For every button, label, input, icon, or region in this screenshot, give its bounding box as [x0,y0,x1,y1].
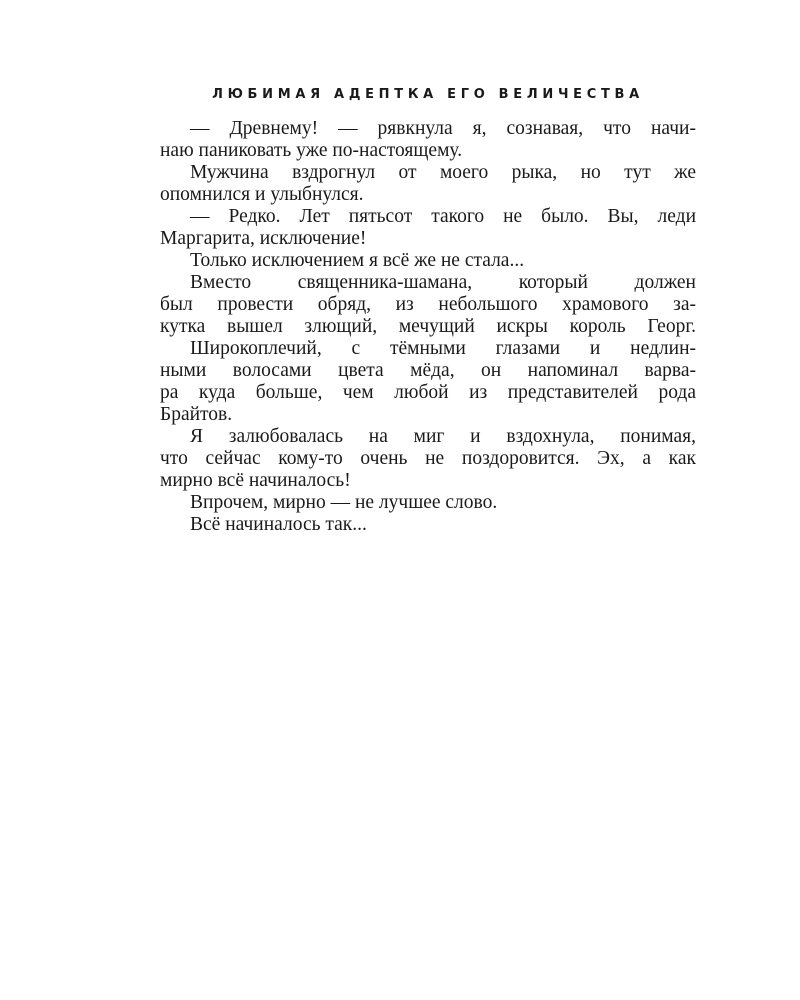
text-line: что сейчас кому-то очень не поздоровится. Эх, а как [160,448,696,469]
text-line: Маргарита, исключение! [160,228,367,249]
text-line: — Редко. Лет пятьсот такого не было. Вы, леди [190,206,696,227]
text-line: кутка вышел злющий, мечущий искры король Георг. [160,316,696,337]
paragraph [160,514,696,536]
paragraph [160,162,696,206]
text-line: опомнился и улыбнулся. [160,184,364,205]
paragraph [160,338,696,426]
paragraph [160,250,696,272]
paragraph [160,118,696,162]
text-line: ра куда больше, чем любой из представителей рода [160,382,696,403]
paragraph [160,426,696,492]
text-line: Впрочем, мирно — не лучшее слово. [190,492,498,513]
text-line: Мужчина вздрогнул от моего рыка, но тут же [190,162,696,183]
text-line: мирно всё начиналось! [160,470,351,491]
text-line: Брайтов. [160,404,233,425]
text-line: был провести обряд, из небольшого храмового за- [160,294,696,315]
text-line: Всё начиналось так... [190,514,367,535]
text-line: Только исключением я всё же не стала... [190,250,525,271]
paragraph [160,272,696,338]
text-line: наю паниковать уже по-настоящему. [160,140,463,161]
text-line: Я залюбовалась на миг и вздохнула, понимая, [190,426,696,447]
body-text [160,118,696,536]
paragraph [160,206,696,250]
text-line: — Древнему! — рявкнула я, сознавая, что начи- [190,118,696,139]
paragraph [160,492,696,514]
text-line: ными волосами цвета мёда, он напоминал варва- [160,360,696,381]
running-title: ЛЮБИМАЯ АДЕПТКА ЕГО ВЕЛИЧЕСТВА [212,87,644,102]
text-line: Вместо священника-шамана, который должен [190,272,696,293]
text-line: Широкоплечий, с тёмными глазами и недлин- [190,338,696,359]
